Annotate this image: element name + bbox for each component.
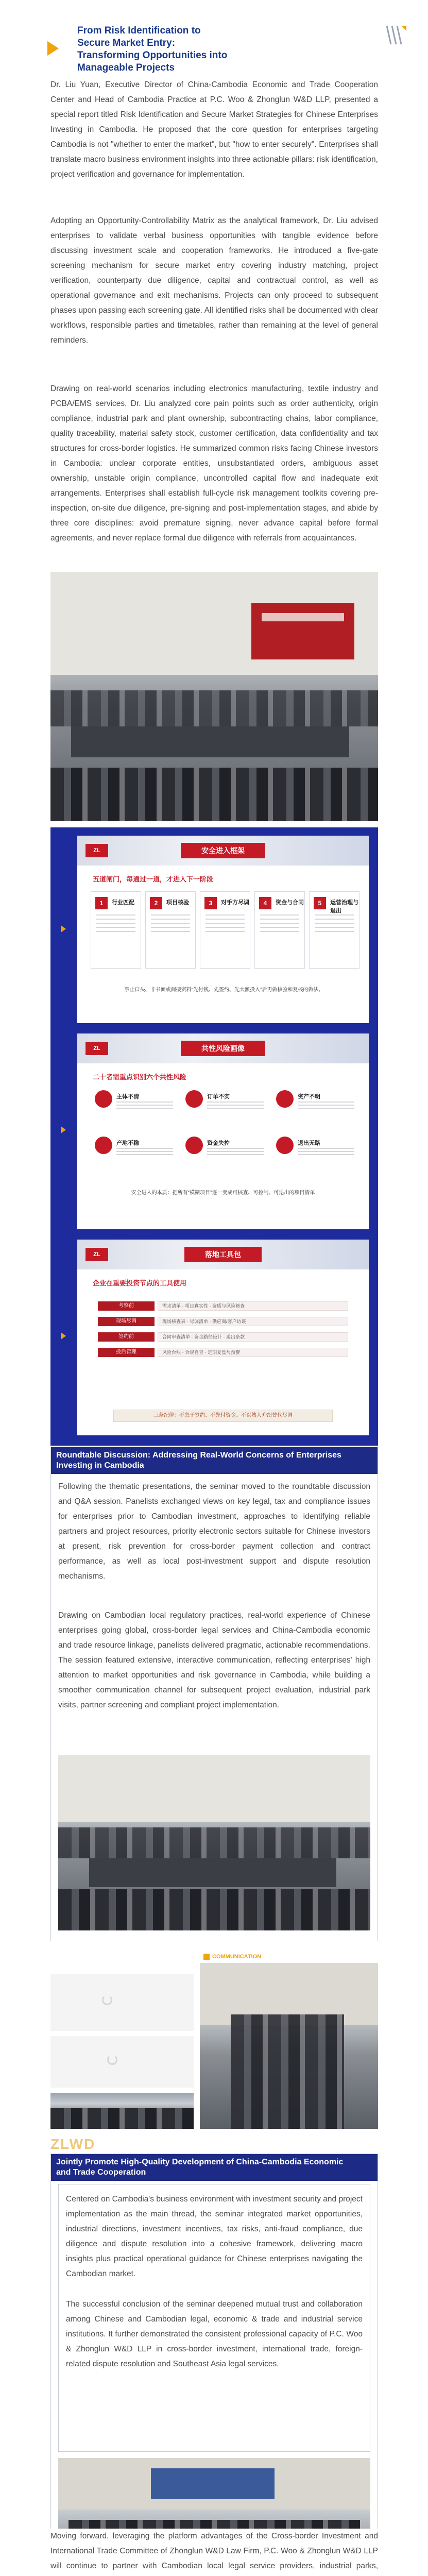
zlwd-logo: ZLWD xyxy=(50,2136,96,2152)
roundtable-heading: Roundtable Discussion: Addressing Real-World Concerns of Enterprises Investing in Cambodia xyxy=(51,1447,378,1474)
slide-1-footer: 禁止口头、非书面或间接资料“先付钱、先签约、先大额投入”后再做核验和复核的做法。 xyxy=(124,987,324,993)
slide-3-marker-icon xyxy=(61,1332,66,1340)
risk-order-icon xyxy=(185,1090,203,1108)
joint-paragraph-2: The successful conclusion of the seminar deepened mutual trust and collaboration among Chinese and Cambodian legal, economic & trade and industrial service institutions. It further demonstrated the consistent professional capacity of P.C. Woo & Zhonglun W&D LLP in cross-border investment, international trade, foreign-related dispute resolution and Southeast Asia legal services. xyxy=(66,2300,363,2368)
risk-5-label: 资金失控 xyxy=(207,1140,230,1146)
risk-6-label: 退出无路 xyxy=(298,1140,320,1146)
roundtable-photo xyxy=(58,1755,370,1930)
toolkit-row-1: 考察前 需求清单 · 项目真实性 · 资质与风险筛查 xyxy=(98,1301,348,1311)
intro-paragraph-2: Adopting an Opportunity-Controllability Matrix as the analytical framework, Dr. Liu advised enterprises to validate verbal business opportunities with tangible evidence before discussing investment scale and cooperation frameworks. He introduced a five-gate screening mechanism for secure market entry covering industry matching, project verification, counterparty due diligence, capital and contractual control, as well as operational governance and exit mechanisms. Projects can only proceed to subsequent phases upon passing each screening gate. All identified risks shall be documented with clear workflows, responsible parties and timetables, rather than remaining at the level of general reminders. xyxy=(50,216,378,345)
joint-heading: Jointly Promote High-Quality Development of China-Cambodia Economic and Trade Cooperation xyxy=(51,2154,378,2181)
gate-step-2: 2 项目核验 xyxy=(145,891,196,969)
gate-step-3: 3 对手方尽调 xyxy=(200,891,250,969)
title-line-1: From Risk Identification to xyxy=(77,25,201,36)
roundtable-paragraph-2: Drawing on Cambodian local regulatory practices, real-world experience of Chinese enterprises going global, cross-border legal services and China-Cambodia economic and trade resource linkage, panelists delivered pragmatic, actionable recommendations. The session featured extensive, interactive communication, reflecting enterprises' high attention to market opportunities and risk governance in Cambodia, while building a smoother communication channel for subsequent project evaluation, industrial park visits, partner screening and compliant project implementation. xyxy=(58,1611,370,1709)
slide-common-risks xyxy=(77,1033,369,1229)
risk-exit-icon xyxy=(276,1137,294,1154)
risk-asset-icon xyxy=(276,1090,294,1108)
slide-3-banner: 落地工具包 xyxy=(184,1247,262,1262)
slide-logo: ZL xyxy=(85,844,108,857)
risk-1-label: 主体不清 xyxy=(116,1094,139,1100)
corner-stripes-icon xyxy=(384,24,407,47)
slide-2-subtitle: 二十者需重点识别六个共性风险 xyxy=(93,1073,187,1081)
risk-capital-icon xyxy=(185,1137,203,1154)
toolkit-row-3: 签约前 合同审查清单 · 资金路径设计 · 退出条款 xyxy=(98,1332,348,1342)
communication-marker-icon xyxy=(203,1954,210,1960)
slide-secure-entry-framework xyxy=(77,836,369,1023)
risk-origin-icon xyxy=(95,1137,112,1154)
joint-text-box xyxy=(58,2184,370,2452)
slide-2-marker-icon xyxy=(61,1126,66,1133)
risk-4-label: 产地不稳 xyxy=(116,1140,139,1146)
roundtable-section xyxy=(50,1447,378,1941)
slide-logo: ZL xyxy=(85,1248,108,1261)
toolkit-row-4: 投后管理 风险台账 · 合规自查 · 定期复盘与预警 xyxy=(98,1348,348,1357)
slide-1-banner: 安全进入框架 xyxy=(181,843,265,858)
slides-panel xyxy=(50,827,378,1446)
header-arrow-icon xyxy=(47,41,59,56)
roundtable-paragraph-1: Following the thematic presentations, the seminar moved to the roundtable discussion and Q&A session. Panelists exchanged views on key legal, tax and compliance issues for enterprises prior to Cambodian investment, approaches to identifying reliable partners and project resources, priority electronic sectors suitable for Chinese investors at present, risk prevention for cross-border payment collection and contract performance, as well as local post-investment support and dispute resolution mechanisms. xyxy=(58,1482,370,1581)
gate-step-1: 1 行业匹配 xyxy=(91,891,141,969)
risk-3-label: 资产不明 xyxy=(298,1094,320,1100)
title-line-3: Transforming Opportunities into xyxy=(77,50,228,61)
gate-step-5: 5 运营治理与退出 xyxy=(309,891,359,969)
joint-paragraph-1: Centered on Cambodia's business environment with investment security and project implementation as the main thread, the seminar integrated market opportunities, industrial directions, investment incentives, tax risks, anti-fraud compliance, due diligence and dispute resolution into a cohesive framework, delivering macro insights plus practical operational guidance for Chinese enterprises navigating the Cambodian market. xyxy=(66,2195,363,2278)
page-title xyxy=(77,25,324,74)
slide-2-banner: 共性风险画像 xyxy=(181,1041,265,1056)
joint-section xyxy=(50,2154,378,2576)
communication-photo-1 xyxy=(50,1974,194,2031)
closing-paragraph-1: Moving forward, leveraging the platform advantages of the Cross-border Investment and International Trade Committee of Zhonglun W&D Law Firm, P.C. Woo & Zhonglun W&D LLP will continue to partner with Cambodian local legal service providers, industrial parks, xyxy=(50,2529,378,2576)
seminar-photo-1 xyxy=(50,572,378,821)
communication-photo-3 xyxy=(50,2093,194,2129)
toolkit-row-2: 现场尽调 现场核查表 · 尽调清单 · 供应商/客户访谈 xyxy=(98,1317,348,1326)
slide-1-subtitle: 五道闸门，每通过一道，才进入下一阶段 xyxy=(93,875,214,883)
risk-entity-icon xyxy=(95,1090,112,1108)
title-line-4: Manageable Projects xyxy=(77,62,175,73)
gate-step-4: 4 资金与合同 xyxy=(254,891,305,969)
slide-logo: ZL xyxy=(85,1042,108,1055)
slide-1-marker-icon xyxy=(61,925,66,933)
slide-2-footer: 安全进入的本质：把所有“模糊项目”逐一变成可核查、可控制、可退出的项目清单 xyxy=(131,1190,315,1196)
slide-3-footer: 三条纪律：不急于签约、不先付资金、不以熟人介绍替代尽调 xyxy=(113,1410,333,1422)
risk-2-label: 订单不实 xyxy=(207,1094,230,1100)
intro-paragraph-3: Drawing on real-world scenarios including electronics manufacturing, textile industry and PCBA/EMS services, Dr. Liu analyzed core pain points such as order authenticity, origin compliance, industrial park and plant ownership, subcontracting chains, labor compliance, quality traceability, material safety stock, customer certification, data confidentiality and tax structures for cross-border logistics. He summarized common risks facing Chinese investors in Cambodia: unclear corporate entities, unsubstantiated orders, ambiguous asset ownership, unstable origin compliance, uncontrolled capital flow and inadequate exit arrangements. Enterprises shall establish full-cycle risk management toolkits covering pre-inspection, on-site due diligence, pre-signing and post-implementation stages, and abide by three core disciplines: avoid premature signing, never advance capital before formal agreements, and never replace formal due diligence with referrals from acquaintances. xyxy=(50,384,378,543)
slide-toolkit xyxy=(77,1240,369,1435)
slide-3-subtitle: 企业在重要投资节点的工具使用 xyxy=(93,1279,187,1287)
communication-label: COMMUNICATION xyxy=(212,1954,262,1960)
intro-paragraph-1: Dr. Liu Yuan, Executive Director of China-Cambodia Economic and Trade Cooperation Center and Head of Cambodia Practice at P.C. Woo & Zhonglun W&D LLP, presented a special report titled Risk Identification and Secure Market Strategies for Chinese Enterprises Investing in Cambodia. He proposed that the core question for enterprises targeting Cambodia is not "whether to enter the market", but "how to enter securely". Enterprises shall translate macro business environment insights into three actionable pillars: risk identification, project verification and governance for implementation. xyxy=(50,80,378,179)
title-line-2: Secure Market Entry: xyxy=(77,38,176,48)
communication-photo-2 xyxy=(50,2036,194,2088)
communication-photo-main xyxy=(200,1963,378,2129)
